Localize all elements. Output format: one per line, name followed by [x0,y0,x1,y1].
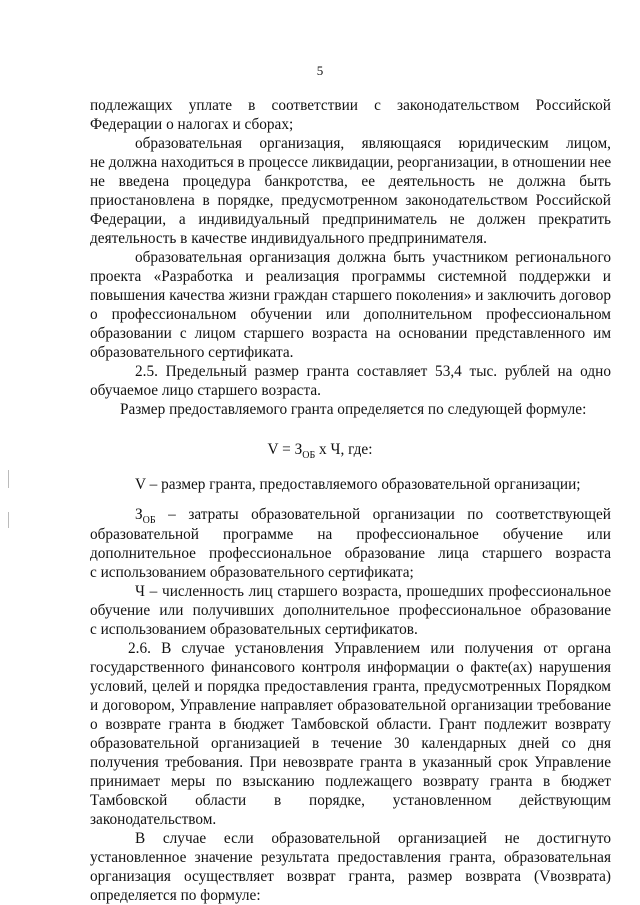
grant-formula [0,441,640,461]
text-line: Размер предоставляемого гранта определяется по следующей формуле: [120,401,587,418]
text-line: приостановлена в порядке, предусмотренном законодательством Российской [90,192,611,209]
text-line: с использованием образовательных сертификатов. [90,621,418,638]
text-line: о возврате гранта в бюджет Тамбовской области. Грант подлежит возврату [90,716,611,733]
definition-v: V – размер гранта, предоставляемого образовательной организации; [135,476,581,493]
text-line: подлежащих уплате в соответствии с законодательством Российской [90,97,611,114]
z-symbol: З [135,506,143,523]
z-subscript: ОБ [142,515,156,526]
text-line: образовательной организацией в течение 30 календарных дней со дня [90,735,611,752]
text-line: условий, целей и порядка предоставления гранта, предусмотренных Порядком [90,678,611,695]
text-line: Тамбовской области в порядке, установленном действующим [90,792,611,809]
formula-suffix: х Ч, где: [315,441,373,458]
text-line: законодательством. [90,811,217,828]
text-line: определяется по формуле: [90,887,261,904]
text-line: образовательная организация должна быть участником регионального [135,249,611,266]
text-line: государственного финансового контроля информации о факте(ах) нарушения [90,659,611,676]
text-line: повышения качества жизни граждан старшего поколения» и заключить договор [90,287,611,304]
text-line: обучение или получивших дополнительное профессиональное образование [90,602,611,619]
text-line: и договором, Управление направляет образовательной организации требование [90,697,611,714]
text-line: не введена процедура банкротства, ее деятельность не должна быть [90,173,611,190]
text-line: Федерации о налогах и сборах; [90,116,294,133]
text-line: Ч – численность лиц старшего возраста, прошедших профессиональное [135,583,611,600]
z-text: – затраты образовательной организации по соответствующей [155,506,611,523]
text-line: образовательной программе на профессиональное обучение или [90,526,611,543]
formula-prefix: V = З [267,441,303,458]
text-line: 2.6. В случае установления Управлением или получения от органа [128,640,611,657]
text-line: 2.5. Предельный размер гранта составляет 53,4 тыс. рублей на одно [135,363,611,380]
text-line: обучаемое лицо старшего возраста. [90,382,321,399]
text-line: получения требования. При невозврате гранта в указанный срок Управление [90,754,611,771]
text-line: дополнительное профессиональное образование лица старшего возраста [90,545,611,562]
text-line: принимает меры по взысканию подлежащего возврату гранта в бюджет [90,773,611,790]
text-line: организация осуществляет возврат гранта, размер возврата (Vвозврата) [90,868,611,885]
text-line: проекта «Разработка и реализация программы системной поддержки и [90,268,611,285]
text-line: образовании с лицом старшего возраста на основании представленного им [90,325,611,342]
text-line: деятельность в качестве индивидуального предпринимателя. [90,230,487,247]
text-line: установленное значение результата предоставления гранта, образовательная [90,849,611,866]
formula-subscript: ОБ [302,450,316,461]
text-line: о профессиональном обучении или дополнительном профессиональном [90,306,611,323]
text-line: не должна находиться в процессе ликвидации, реорганизации, в отношении нее [90,154,612,171]
text-line: образовательная организация, являющаяся юридическим лицом, [135,135,611,152]
margin-mark-bottom [8,512,9,528]
text-line: В случае если образовательной организацией не достигнуто [135,830,611,847]
text-line: Федерации, а индивидуальный предприниматель не должен прекратить [90,211,611,228]
text-line: образовательного сертификата. [90,344,294,361]
page-number: 5 [316,63,324,78]
margin-mark-top [8,470,9,488]
text-line: с использованием образовательного сертификата; [90,564,414,581]
